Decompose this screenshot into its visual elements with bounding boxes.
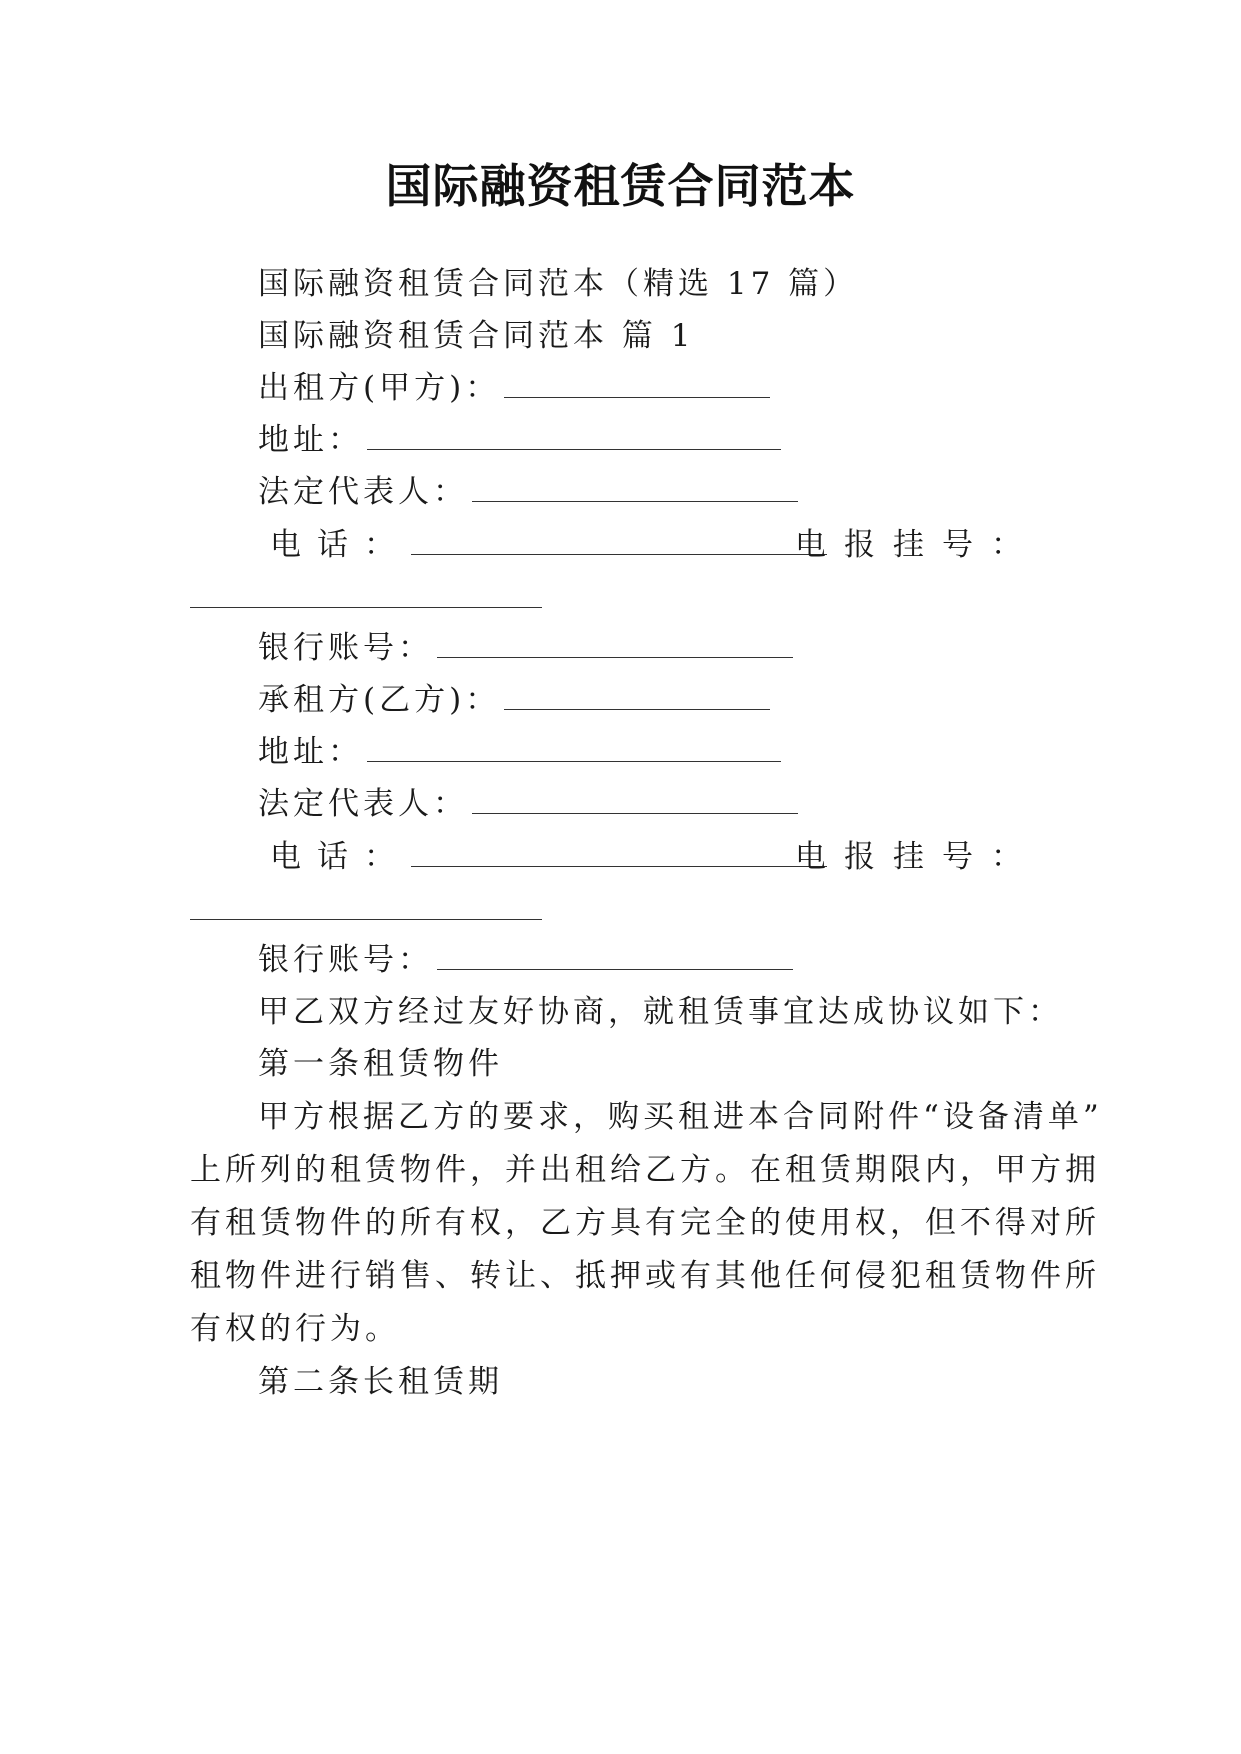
article1-line-5: 有权的行为。 [190,1311,400,1347]
article2-title: 第二条长租赁期 [258,1364,503,1400]
lessee-telegraph-label: 电报挂号： [795,839,1040,875]
lessee-address-field [258,732,781,772]
article1-line-2: 上所列的租赁物件，并出租给乙方。在租赁期限内，甲方拥 [190,1152,1100,1188]
lessor-legal-rep-field [258,472,798,512]
lessee-address-label: 地址： [258,734,363,770]
lessee-field [258,680,770,720]
lessee-address-blank [367,733,781,762]
lessee-legal-rep-blank [472,785,798,814]
article1-line-1: 甲方根据乙方的要求，购买租进本合同附件“设备清单” [258,1099,1103,1135]
lessee-phone-blank [411,838,827,867]
lessee-phone-label: 电话： [270,839,411,875]
lessor-address-label: 地址： [258,422,363,458]
lessor-telegraph-blank [190,606,542,608]
lessee-phone-field [270,837,1040,877]
lessor-label: 出租方(甲方)： [258,370,501,406]
lessee-label: 承租方(乙方)： [258,682,501,718]
document-title: 国际融资租赁合同范本 [385,159,856,213]
lessor-field [258,368,770,408]
lessor-phone-label: 电话： [270,527,411,563]
lessor-telegraph-label: 电报挂号： [795,527,1040,563]
lessor-blank [504,369,770,398]
article1-line-3: 有租赁物件的所有权，乙方具有完全的使用权，但不得对所 [190,1205,1100,1241]
lessor-phone-blank [411,526,827,555]
lessor-phone-field [270,525,1040,565]
lessee-bank-blank [437,941,793,970]
lessor-address-field [258,420,781,460]
lessee-bank-label: 银行账号： [258,942,433,978]
lessor-address-blank [367,421,781,450]
lessee-legal-rep-label: 法定代表人： [258,786,468,822]
lessee-legal-rep-field [258,784,798,824]
lessor-bank-label: 银行账号： [258,630,433,666]
agreement-intro: 甲乙双方经过友好协商，就租赁事宜达成协议如下： [258,994,1063,1030]
article1-title: 第一条租赁物件 [258,1046,503,1082]
lessor-legal-rep-blank [472,473,798,502]
lessor-bank-blank [437,629,793,658]
lessee-telegraph-blank [190,918,542,920]
document-subtitle: 国际融资租赁合同范本（精选 17 篇） [258,266,859,302]
lessee-bank-field [258,940,793,980]
lessee-blank [504,681,770,710]
lessor-legal-rep-label: 法定代表人： [258,474,468,510]
part-heading: 国际融资租赁合同范本 篇 1 [258,318,695,354]
article1-line-4: 租物件进行销售、转让、抵押或有其他任何侵犯租赁物件所 [190,1258,1100,1294]
lessor-bank-field [258,628,793,668]
